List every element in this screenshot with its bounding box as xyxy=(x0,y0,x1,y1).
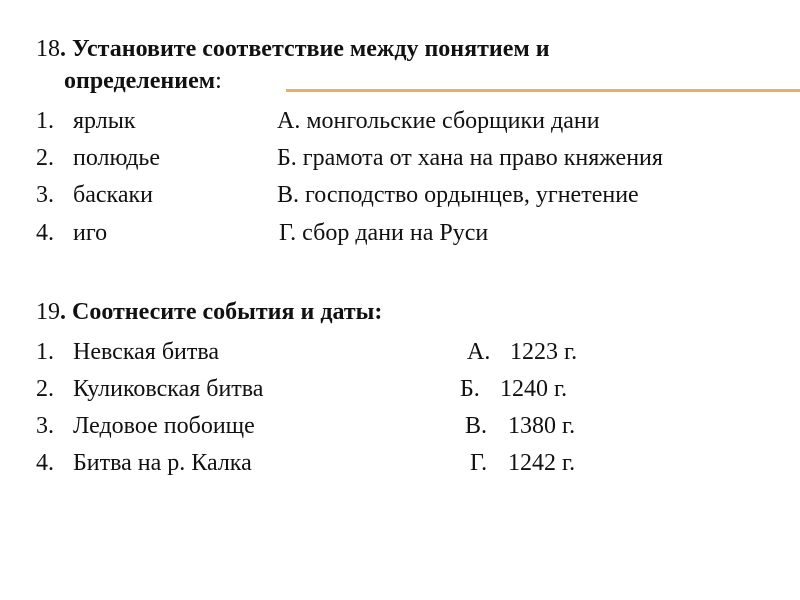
q19-letter: В. xyxy=(465,413,488,439)
q18-definition: Б. грамота от хана на право княжения xyxy=(277,145,663,171)
q19-title xyxy=(36,297,382,327)
q18-row-number: 4. xyxy=(36,220,54,246)
q18-row-number: 2. xyxy=(36,145,54,171)
q18-title-text: . Установите соответствие между понятием и xyxy=(60,36,550,62)
q18-title-line1 xyxy=(36,34,550,64)
q18-definition: В. господство ордынцев, угнетение xyxy=(277,182,639,208)
q18-term: иго xyxy=(73,220,108,246)
q19-event: Куликовская битва xyxy=(73,376,264,402)
q18-term: баскаки xyxy=(73,182,153,208)
q18-title-line2 xyxy=(64,66,222,96)
q18-title-text-cont: определением xyxy=(64,68,216,94)
q18-number: 18 xyxy=(36,36,60,62)
q19-row-number: 3. xyxy=(36,413,54,439)
q18-row-number: 3. xyxy=(36,182,54,208)
q19-letter: Г. xyxy=(470,450,488,476)
q19-row-number: 2. xyxy=(36,376,54,402)
q19-row-number: 1. xyxy=(36,339,54,365)
q18-term: полюдье xyxy=(73,145,161,171)
q19-event: Битва на р. Калка xyxy=(73,450,252,476)
q19-letter: А. xyxy=(467,339,491,365)
q18-definition: А. монгольские сборщики дани xyxy=(277,108,600,134)
q19-letter: Б. xyxy=(460,376,480,402)
q19-date: 1242 г. xyxy=(508,450,576,476)
q19-date: 1380 г. xyxy=(508,413,576,439)
q18-row-number: 1. xyxy=(36,108,54,134)
q19-event: Невская битва xyxy=(73,339,220,365)
q19-date: 1223 г. xyxy=(510,339,578,365)
q18-term: ярлык xyxy=(73,108,136,134)
q18-title-colon: : xyxy=(215,68,222,94)
q18-definition: Г. сбор дани на Руси xyxy=(279,220,489,246)
q19-number: 19 xyxy=(36,299,60,325)
q19-event: Ледовое побоище xyxy=(73,413,255,439)
q19-row-number: 4. xyxy=(36,450,54,476)
q19-date: 1240 г. xyxy=(500,376,568,402)
q19-title-text: . Соотнесите события и даты: xyxy=(60,299,383,325)
